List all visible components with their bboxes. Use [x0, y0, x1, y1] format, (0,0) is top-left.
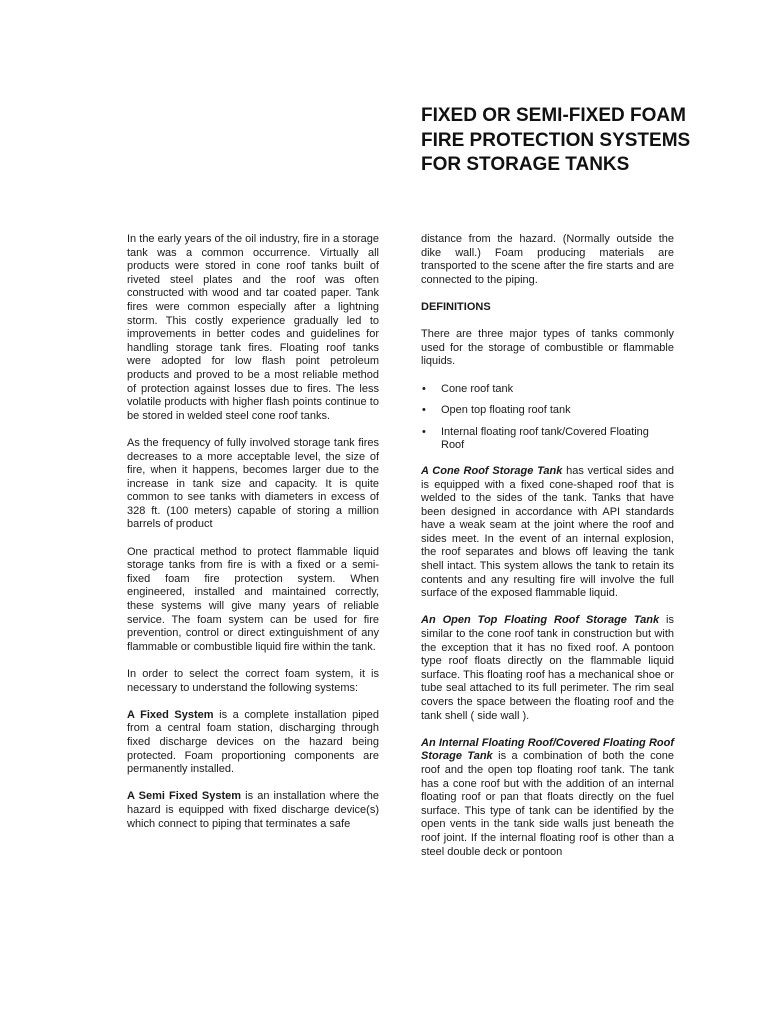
- document-title: FIXED OR SEMI-FIXED FOAM FIRE PROTECTION SYSTEMS FOR STORAGE TANKS: [421, 105, 691, 175]
- right-column: [421, 233, 674, 873]
- fixed-system-text: is a complete installation piped from a central foam station, discharging through fixed discharge devices on the hazard being protected. Foam proportioning components are permanently installed.: [127, 708, 379, 776]
- left-column: [127, 233, 379, 845]
- tank-types-list: [421, 383, 674, 453]
- bullet-icon: •: [422, 425, 426, 438]
- fixed-system-paragraph: [127, 709, 379, 777]
- internal-floating-text: is a combination of both the cone roof and the open top floating roof tank. The tank has a cone roof but with the addition of an internal floating roof or pan that floats directly on the fuel surface. This type of tank can be identified by the open vents in the tank side walls just beneath the roof joint. If the internal floating roof is other than a steel double deck or pontoon: [421, 750, 674, 858]
- list-item: [421, 383, 674, 397]
- open-top-text: is similar to the cone roof tank in construction but with the exception that it has no fixed roof. A pontoon type roof floats directly on the flammable liquid surface. This floating roof has a mechanical shoe or tube seal attached to its full perimeter. The rim seal covers the space between the floating roof and the tank shell ( side wall ).: [421, 614, 674, 722]
- internal-floating-term: An Internal Floating Roof/Covered Floating Roof Storage Tank: [421, 736, 674, 763]
- tank-size-paragraph: As the frequency of fully involved storage tank fires decreases to a more acceptable level, the size of fire, when it happens, becomes larger due to the increase in tank size and capacity. It is quite common to see tanks with diameters in excess of 328 ft. (100 meters) capable of storing a million barrels of product: [127, 436, 379, 531]
- semi-fixed-continued-paragraph: distance from the hazard. (Normally outside the dike wall.) Foam producing materials are transported to the scene after the fire starts and are connected to the piping.: [421, 233, 674, 286]
- list-item-label: Open top floating roof tank: [441, 404, 571, 417]
- bullet-icon: •: [422, 382, 426, 395]
- list-item-label: Cone roof tank: [441, 382, 514, 395]
- open-top-term: An Open Top Floating Roof Storage Tank: [421, 614, 660, 627]
- cone-roof-paragraph: [421, 465, 674, 601]
- cone-roof-term: A Cone Roof Storage Tank: [421, 464, 563, 477]
- semi-fixed-system-paragraph: [127, 790, 379, 831]
- semi-fixed-system-text: is an installation where the hazard is equipped with fixed discharge device(s) which connect to piping that terminates a safe: [127, 790, 380, 830]
- system-selection-paragraph: In order to select the correct foam system, it is necessary to understand the following systems:: [127, 668, 379, 694]
- cone-roof-text: has vertical sides and is equipped with a fixed cone-shaped roof that is welded to the sides of the tank. Tanks that have been designed in accordance with API standards have a weak seam at the joint where the roof and sides meet. In the event of an internal explosion, the roof separates and blows off leaving the tank shell intact. This system allows the tank to retain its contents and any resulting fire will involve the full surface of the exposed flammable liquid.: [421, 464, 674, 600]
- tank-types-intro: There are three major types of tanks commonly used for the storage of combustible or flammable liquids.: [421, 328, 674, 368]
- definitions-heading: DEFINITIONS: [421, 300, 491, 313]
- semi-fixed-system-term: A Semi Fixed System: [127, 790, 242, 803]
- internal-floating-paragraph: [421, 737, 674, 859]
- list-item: [421, 426, 674, 453]
- foam-method-paragraph: One practical method to protect flammable liquid storage tanks from fire is with a fixed or a semi-fixed foam fire protection system. When engineered, installed and maintained correctly, these systems will give many years of reliable service. The foam system can be used for fire prevention, control or direct extinguishment of any flammable or combustible liquid fire within the tank.: [127, 545, 379, 653]
- open-top-paragraph: [421, 614, 674, 723]
- fixed-system-term: A Fixed System: [127, 708, 214, 721]
- list-item-label: Internal floating roof tank/Covered Floating Roof: [441, 425, 649, 452]
- bullet-icon: •: [422, 404, 426, 417]
- intro-paragraph: In the early years of the oil industry, fire in a storage tank was a common occurrence. Virtually all products were stored in cone roof tanks built of riveted steel plates and the roof was often constructed with wood and tar coated paper. Tank fires were common especially after a lightning storm. This costly experience gradually led to improvements in better codes and guidelines for handling storage tank fires. Floating roof tanks were adopted for low flash point petroleum products and proved to be a most reliable method of protection against losses due to fires. The less volatile products with higher flash points continue to be stored in welded steel cone roof tanks.: [127, 233, 379, 422]
- list-item: [421, 404, 674, 418]
